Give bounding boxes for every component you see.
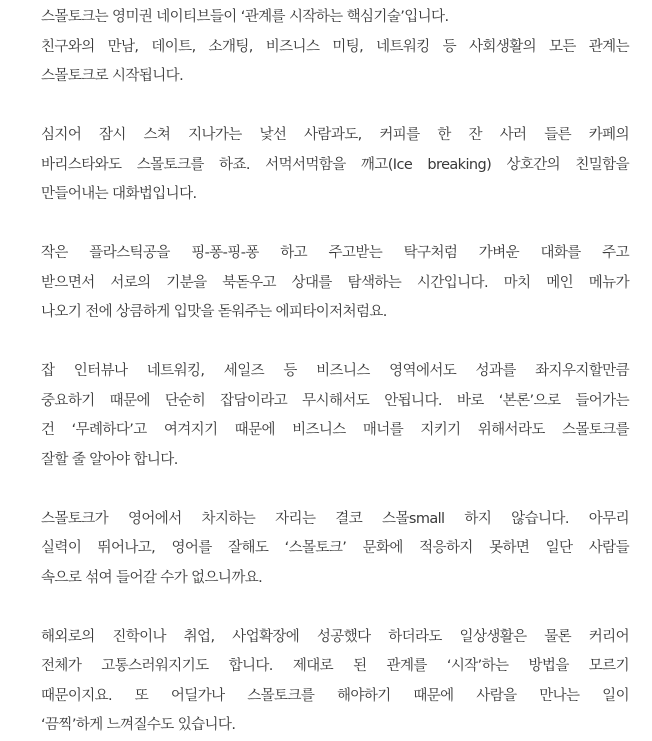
text-line: 중요하기 때문에 단순히 잡담이라고 무시해서도 안됩니다. 바로 ‘본론’으로 들어가는 — [41, 392, 629, 409]
text-line: ‘끔찍’하게 느껴질수도 있습니다. — [41, 717, 236, 733]
text-line: 잡 인터뷰나 네트워킹, 세일즈 등 비즈니스 영역에서도 성과를 좌지우지할만큼 — [41, 363, 629, 379]
paragraph-not-small — [41, 505, 629, 594]
text-line: 친구와의 만남, 데이트, 소개팅, 비즈니스 미팅, 네트워킹 등 사회생활의 모든 관계는 — [41, 38, 629, 55]
text-line: 때문이지요. 또 어딜가나 스몰토크를 해야하기 때문에 사람을 만나는 일이 — [41, 687, 629, 704]
text-line: 속으로 섞여 들어갈 수가 없으니까요. — [41, 569, 263, 586]
paragraph-business — [41, 357, 629, 475]
paragraph-strangers — [41, 121, 629, 210]
paragraph-gap — [41, 593, 629, 623]
text-line: 해외로의 진학이나 취업, 사업확장에 성공했다 하더라도 일상생활은 물론 커리어 — [41, 628, 629, 645]
text-line: 바리스타와도 스몰토크를 하죠. 서먹서먹함을 깨고(Ice breaking) 상호간의 친밀함을 — [41, 156, 629, 173]
text-line: 잘할 줄 알아야 합니다. — [41, 451, 178, 468]
text-line: 받으면서 서로의 기분을 북돋우고 상대를 탐색하는 시간입니다. 마치 메인 메뉴가 — [41, 274, 629, 291]
text-line: 심지어 잠시 스쳐 지나가는 낯선 사람과도, 커피를 한 잔 사러 들른 카페의 — [41, 127, 629, 143]
text-line: 나오기 전에 상큼하게 입맛을 돋워주는 에피타이저처럼요. — [41, 304, 387, 320]
paragraph-intro — [41, 3, 629, 92]
text-line: 전체가 고통스러워지기도 합니다. 제대로 된 관계를 ‘시작’하는 방법을 모르기 — [41, 658, 629, 674]
text-line: 작은 플라스틱공을 핑-퐁-핑-퐁 하고 주고받는 탁구처럼 가벼운 대화를 주고 — [41, 245, 629, 261]
paragraph-gap — [41, 210, 629, 240]
paragraph-abroad — [41, 623, 629, 741]
paragraph-gap — [41, 328, 629, 358]
paragraph-gap — [41, 475, 629, 505]
text-line: 실력이 뛰어나고, 영어를 잘해도 ‘스몰토크’ 문화에 적응하지 못하면 일단 사람들 — [41, 540, 629, 556]
text-line: 스몰토크는 영미권 네이티브들이 ‘관계를 시작하는 핵심기술’입니다. — [41, 9, 449, 25]
text-line: 건 ‘무례하다’고 여겨지기 때문에 비즈니스 매너를 지키기 위해서라도 스몰토크를 — [41, 422, 629, 438]
text-line: 스몰토크로 시작됩니다. — [41, 68, 184, 84]
paragraph-ping-pong — [41, 239, 629, 328]
text-line: 만들어내는 대화법입니다. — [41, 186, 197, 202]
text-line: 스몰토크가 영어에서 차지하는 자리는 결코 스몰small 하지 않습니다. 아무리 — [41, 510, 629, 527]
paragraph-gap — [41, 92, 629, 122]
